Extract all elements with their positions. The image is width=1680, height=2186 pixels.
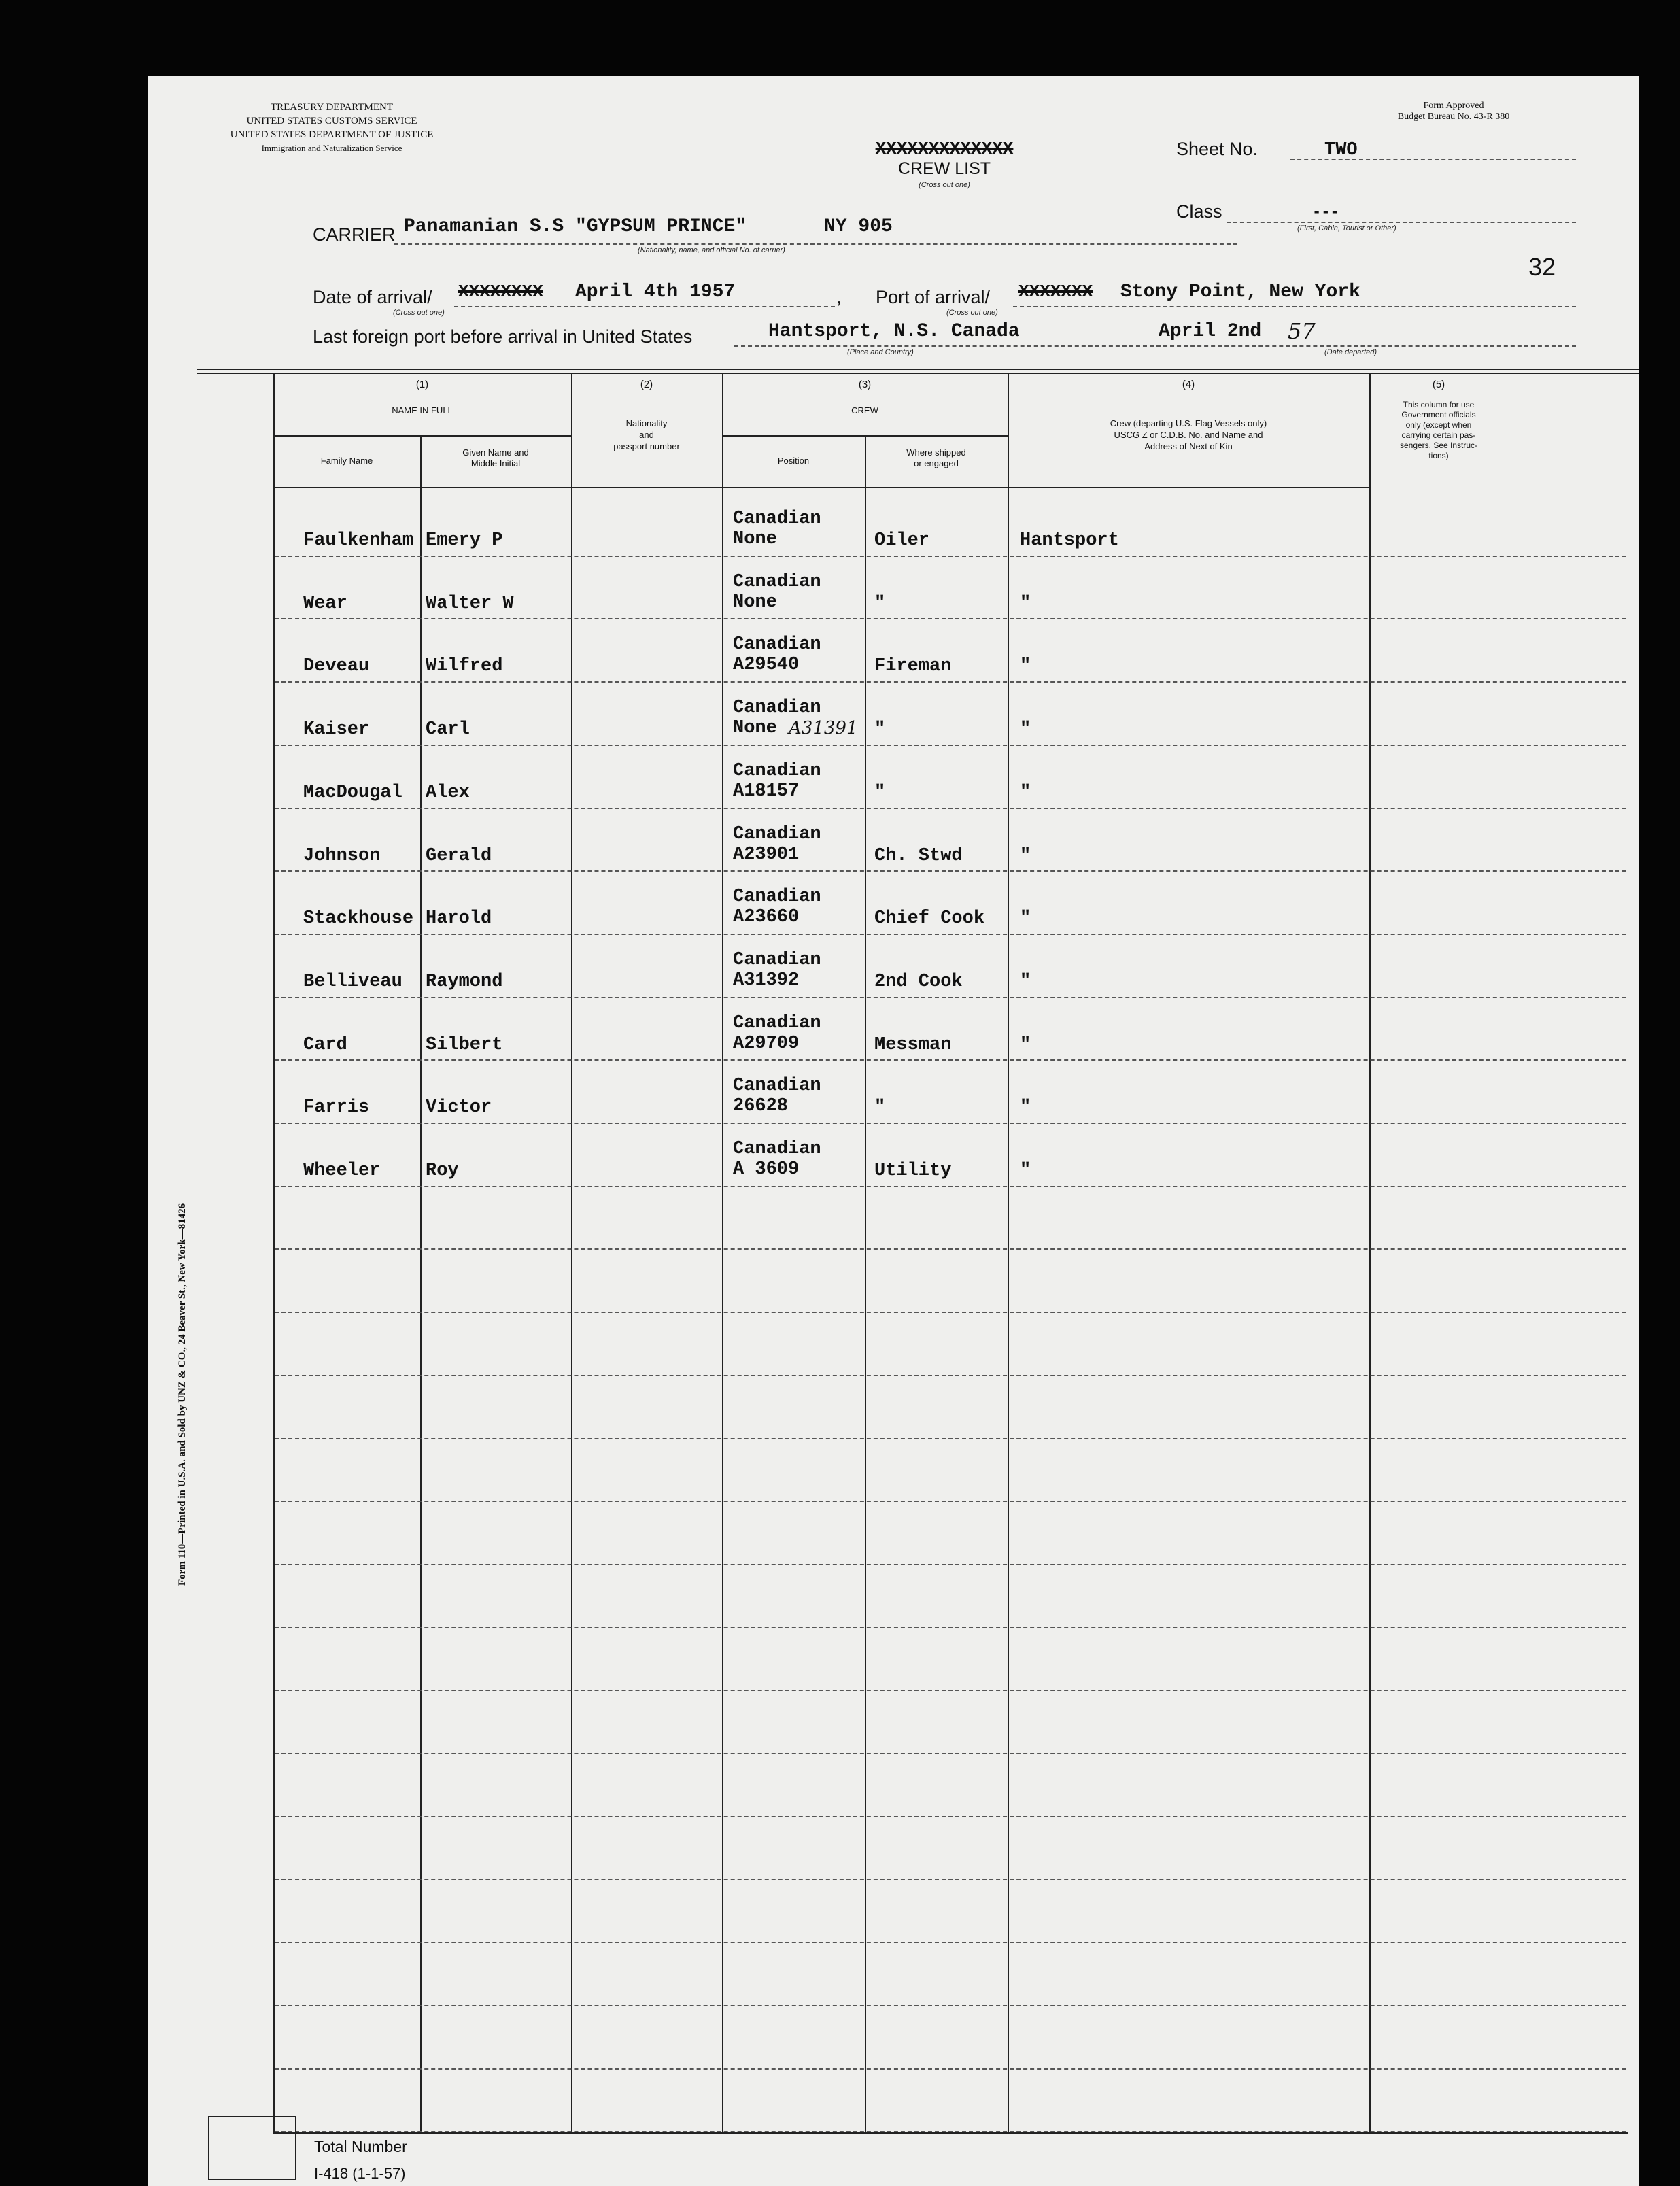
last-port-value: Hantsport, N.S. Canada bbox=[768, 321, 1020, 342]
passport-number: None bbox=[733, 718, 777, 738]
row-rule bbox=[275, 1753, 1626, 1754]
row-rule bbox=[275, 1627, 1626, 1628]
row-rule bbox=[275, 618, 1626, 619]
col5-header-line: tions) bbox=[1428, 451, 1449, 460]
col4-number: (4) bbox=[1182, 379, 1195, 390]
port-line bbox=[1013, 306, 1576, 307]
shipped-header-line: Where shipped bbox=[906, 447, 966, 458]
port-struck: XXXXXXX bbox=[1018, 281, 1093, 302]
where-shipped: " bbox=[1020, 908, 1031, 929]
row-rule bbox=[275, 1438, 1626, 1439]
col-divider-shipped bbox=[865, 437, 866, 2132]
date-line bbox=[454, 306, 835, 307]
departed-value: April 2nd bbox=[1159, 321, 1262, 342]
departed-year: 57 bbox=[1288, 318, 1316, 344]
col4-header bbox=[1008, 417, 1369, 452]
position: " bbox=[874, 1097, 886, 1118]
port-note: (Cross out one) bbox=[946, 309, 998, 317]
given-name: Wilfred bbox=[426, 656, 503, 677]
col5-header-line: only (except when bbox=[1405, 420, 1472, 430]
dept-line: UNITED STATES DEPARTMENT OF JUSTICE bbox=[230, 129, 434, 140]
given-name: Gerald bbox=[426, 846, 492, 866]
col4-header-line: Crew (departing U.S. Flag Vessels only) bbox=[1110, 418, 1267, 428]
family-name: Wheeler bbox=[303, 1161, 381, 1181]
col5-header-line: Government officials bbox=[1401, 410, 1476, 420]
position: " bbox=[874, 719, 886, 740]
given-name: Alex bbox=[426, 783, 470, 803]
date-note: (Cross out one) bbox=[393, 309, 445, 317]
last-port-line bbox=[734, 345, 1576, 347]
class-value: --- bbox=[1312, 204, 1339, 221]
col5-header-line: carrying certain pas- bbox=[1401, 430, 1476, 440]
col2-header-line: and bbox=[639, 430, 654, 440]
where-shipped: " bbox=[1020, 783, 1031, 803]
total-label: Total Number bbox=[314, 2138, 407, 2155]
table-bottom-rule bbox=[273, 2132, 1628, 2134]
passport-number: A23901 bbox=[733, 844, 800, 865]
passport-number: None bbox=[733, 529, 777, 549]
col4-header-line: Address of Next of Kin bbox=[1144, 441, 1233, 451]
position: " bbox=[874, 783, 886, 803]
row-rule bbox=[275, 934, 1626, 935]
nationality: Canadian bbox=[733, 950, 821, 970]
position: 2nd Cook bbox=[874, 972, 963, 992]
given-header-line: Given Name and bbox=[462, 447, 529, 458]
family-name: Deveau bbox=[303, 656, 370, 677]
col2-header-line: Nationality bbox=[625, 418, 668, 428]
col-divider-given bbox=[420, 437, 422, 2132]
col3-number: (3) bbox=[858, 379, 872, 390]
table-top-rule bbox=[197, 369, 1639, 370]
dept-line: UNITED STATES CUSTOMS SERVICE bbox=[246, 116, 417, 126]
name-header-rule bbox=[273, 435, 571, 437]
where-shipped: " bbox=[1020, 1035, 1031, 1055]
row-rule bbox=[275, 997, 1626, 998]
where-shipped: " bbox=[1020, 719, 1031, 740]
position: Ch. Stwd bbox=[874, 846, 963, 866]
given-name: Silbert bbox=[426, 1035, 503, 1055]
given-name: Harold bbox=[426, 908, 492, 929]
passport-number: A18157 bbox=[733, 781, 800, 802]
row-rule bbox=[275, 1501, 1626, 1502]
family-name: Faulkenham bbox=[303, 530, 414, 551]
passport-number: A31392 bbox=[733, 970, 800, 991]
sheet-value: TWO bbox=[1324, 140, 1358, 160]
row-rule bbox=[275, 745, 1626, 746]
passport-number: A29709 bbox=[733, 1034, 800, 1054]
row-rule bbox=[275, 1942, 1626, 1943]
date-of-arrival-label: Date of arrival/ bbox=[313, 287, 432, 307]
departed-note: (Date departed) bbox=[1324, 348, 1377, 356]
total-box bbox=[208, 2116, 296, 2180]
given-name: Carl bbox=[426, 719, 470, 740]
budget-bureau: Budget Bureau No. 43-R 380 bbox=[1397, 112, 1510, 122]
position: Messman bbox=[874, 1035, 952, 1055]
nationality: Canadian bbox=[733, 1013, 821, 1034]
passport-number: A29540 bbox=[733, 655, 800, 675]
given-name: Roy bbox=[426, 1161, 459, 1181]
last-port-note: (Place and Country) bbox=[847, 348, 914, 356]
col-divider-position bbox=[722, 374, 723, 2132]
col1-title: NAME IN FULL bbox=[392, 405, 453, 415]
row-rule bbox=[275, 1312, 1626, 1313]
row-rule bbox=[275, 1186, 1626, 1187]
carrier-official-no: NY 905 bbox=[824, 216, 893, 237]
form-approved: Form Approved bbox=[1423, 101, 1484, 111]
header-bottom-rule bbox=[273, 487, 1369, 488]
passport-number: A23660 bbox=[733, 907, 800, 927]
row-rule bbox=[275, 1879, 1626, 1880]
dept-line: Immigration and Naturalization Service bbox=[261, 143, 402, 153]
shipped-header-line: or engaged bbox=[914, 458, 959, 468]
given-header-line: Middle Initial bbox=[470, 458, 521, 468]
port-of-arrival-label: Port of arrival/ bbox=[876, 287, 991, 307]
class-line bbox=[1227, 222, 1576, 223]
passport-number: A 3609 bbox=[733, 1159, 800, 1180]
where-shipped: " bbox=[1020, 1097, 1031, 1118]
where-shipped: " bbox=[1020, 656, 1031, 677]
position: Utility bbox=[874, 1161, 952, 1181]
passport-handwritten: A31391 bbox=[789, 718, 858, 738]
position: " bbox=[874, 594, 886, 614]
row-rule bbox=[275, 556, 1626, 557]
side-printer-text: Form 110—Printed in U.S.A. and Sold by UNZ & CO., 24 Beaver St., New York—81426 bbox=[177, 1203, 188, 1586]
passport-number: None bbox=[733, 592, 777, 613]
family-name: Belliveau bbox=[303, 972, 402, 992]
class-label: Class bbox=[1176, 201, 1222, 222]
col1-given-header bbox=[420, 447, 571, 469]
col1-family-header: Family Name bbox=[320, 456, 373, 466]
nationality: Canadian bbox=[733, 509, 821, 529]
col-divider-nationality bbox=[571, 374, 572, 2132]
family-name: Card bbox=[303, 1035, 347, 1055]
nationality: Canadian bbox=[733, 1139, 821, 1159]
row-rule bbox=[275, 1375, 1626, 1376]
position: Chief Cook bbox=[874, 908, 985, 929]
carrier-value: Panamanian S.S "GYPSUM PRINCE" bbox=[404, 216, 747, 237]
given-name: Raymond bbox=[426, 972, 503, 992]
col-divider-govt bbox=[1369, 374, 1371, 2132]
row-rule bbox=[275, 1690, 1626, 1691]
carrier-label: CARRIER bbox=[313, 224, 396, 245]
date-comma: , bbox=[836, 287, 842, 307]
form-title: CREW LIST bbox=[897, 159, 991, 178]
row-rule bbox=[275, 2005, 1626, 2006]
family-name: MacDougal bbox=[303, 783, 402, 803]
sheet-label: Sheet No. bbox=[1176, 139, 1258, 159]
family-name: Kaiser bbox=[303, 719, 370, 740]
family-name: Wear bbox=[303, 594, 347, 614]
nationality: Canadian bbox=[733, 887, 821, 907]
row-rule bbox=[275, 870, 1626, 872]
last-port-label: Last foreign port before arrival in United States bbox=[313, 326, 693, 347]
col-divider-kin bbox=[1008, 374, 1009, 2132]
col2-header bbox=[571, 417, 722, 452]
row-rule bbox=[275, 808, 1626, 809]
where-shipped: " bbox=[1020, 846, 1031, 866]
col5-header-line: This column for use bbox=[1403, 400, 1475, 409]
position: Fireman bbox=[874, 656, 952, 677]
col5-header bbox=[1371, 400, 1507, 461]
row-rule bbox=[275, 1564, 1626, 1565]
dept-line: TREASURY DEPARTMENT bbox=[270, 102, 394, 113]
col3-shipped-header bbox=[865, 447, 1008, 469]
col-divider-left bbox=[273, 374, 275, 2132]
crew-list-sheet bbox=[148, 76, 1639, 2186]
form-approved-block bbox=[1365, 101, 1542, 122]
row-rule bbox=[275, 1059, 1626, 1061]
nationality: Canadian bbox=[733, 824, 821, 844]
table-top-rule-2 bbox=[197, 373, 1639, 374]
carrier-line bbox=[394, 243, 1237, 245]
where-shipped: Hantsport bbox=[1020, 530, 1119, 551]
family-name: Stackhouse bbox=[303, 908, 414, 929]
form-title-note: (Cross out one) bbox=[919, 181, 970, 189]
port-value: Stony Point, New York bbox=[1120, 281, 1360, 303]
col3-position-header: Position bbox=[777, 456, 810, 466]
row-rule bbox=[275, 1123, 1626, 1124]
row-rule bbox=[275, 2131, 1626, 2132]
form-title-struck: XXXXXXXXXXXXX bbox=[875, 139, 1014, 159]
row-rule bbox=[275, 1248, 1626, 1250]
col2-number: (2) bbox=[640, 379, 653, 390]
row-rule bbox=[275, 681, 1626, 683]
col5-number: (5) bbox=[1432, 379, 1445, 390]
form-code: I-418 (1-1-57) bbox=[314, 2165, 406, 2182]
col5-header-line: sengers. See Instruc- bbox=[1399, 441, 1478, 450]
family-name: Farris bbox=[303, 1097, 370, 1118]
family-name: Johnson bbox=[303, 846, 381, 866]
row-rule bbox=[275, 2068, 1626, 2070]
given-name: Walter W bbox=[426, 594, 514, 614]
passport-number: 26628 bbox=[733, 1096, 789, 1116]
nationality: Canadian bbox=[733, 761, 821, 781]
carrier-note: (Nationality, name, and official No. of carrier) bbox=[638, 246, 785, 254]
class-note: (First, Cabin, Tourist or Other) bbox=[1297, 224, 1396, 233]
nationality: Canadian bbox=[733, 698, 821, 718]
position: Oiler bbox=[874, 530, 930, 551]
given-name: Victor bbox=[426, 1097, 492, 1118]
nationality: Canadian bbox=[733, 634, 821, 655]
col3-title: CREW bbox=[851, 405, 878, 415]
given-name: Emery P bbox=[426, 530, 503, 551]
where-shipped: " bbox=[1020, 972, 1031, 992]
crew-header-rule bbox=[722, 435, 1008, 437]
row-rule bbox=[275, 1816, 1626, 1817]
date-struck: XXXXXXXX bbox=[458, 281, 543, 302]
nationality: Canadian bbox=[733, 572, 821, 592]
col1-number: (1) bbox=[415, 379, 429, 390]
col4-header-line: USCG Z or C.D.B. No. and Name and bbox=[1114, 430, 1263, 440]
date-value: April 4th 1957 bbox=[575, 281, 736, 303]
where-shipped: " bbox=[1020, 594, 1031, 614]
nationality: Canadian bbox=[733, 1076, 821, 1096]
where-shipped: " bbox=[1020, 1161, 1031, 1181]
col2-header-line: passport number bbox=[613, 441, 680, 451]
department-header bbox=[189, 101, 475, 155]
page-number: 32 bbox=[1528, 253, 1556, 281]
